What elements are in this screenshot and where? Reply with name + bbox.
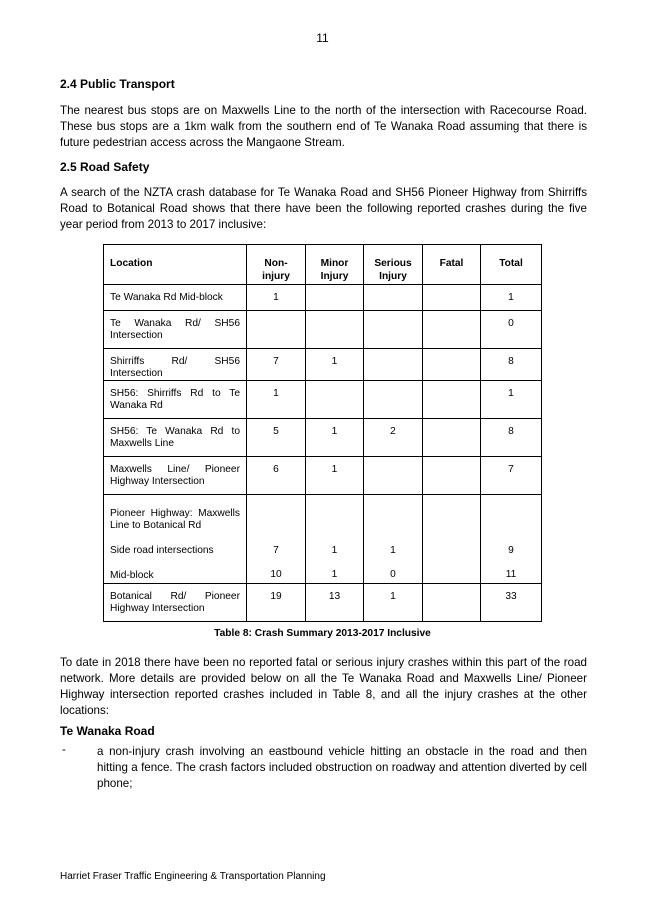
header-location: Location (104, 245, 247, 285)
table-row (104, 495, 542, 584)
cell-location: Te Wanaka Rd Mid-block (104, 285, 247, 311)
cell-fatal (423, 584, 481, 622)
cell-location: Maxwells Line/ Pioneer Highway Intersection (104, 457, 247, 495)
cell-total: 8 (481, 349, 542, 381)
cell-value: 9 (508, 545, 514, 556)
table-row (104, 311, 542, 349)
cell-total (481, 495, 542, 584)
cell-minor: 1 (306, 349, 364, 381)
cell-fatal (423, 311, 481, 349)
table-row (104, 584, 542, 622)
cell-serious (364, 457, 423, 495)
cell-location: Botanical Rd/ Pioneer Highway Intersection (104, 584, 247, 622)
table-header-row (104, 245, 542, 285)
cell-serious: 1 (364, 584, 423, 622)
table-row (104, 285, 542, 311)
header-minor-injury: Minor Injury (306, 245, 364, 285)
cell-non-injury: 5 (247, 419, 306, 457)
cell-value: 1 (331, 569, 338, 580)
cell-value: 7 (273, 545, 279, 556)
cell-value: 1 (390, 545, 396, 556)
cell-location: SH56: Te Wanaka Rd to Maxwells Line (104, 419, 247, 457)
table-row (104, 457, 542, 495)
cell-non-injury (247, 311, 306, 349)
cell-value: 1 (331, 545, 338, 556)
header-fatal: Fatal (423, 245, 481, 285)
cell-serious (364, 285, 423, 311)
cell-value: 11 (505, 569, 517, 580)
cell-sub-label: Mid-block (110, 570, 154, 581)
table-caption: Table 8: Crash Summary 2013-2017 Inclusive (214, 628, 431, 639)
cell-non-injury (247, 495, 306, 584)
cell-minor (306, 381, 364, 419)
cell-total: 33 (481, 584, 542, 622)
cell-value: 10 (270, 569, 282, 580)
cell-total: 7 (481, 457, 542, 495)
bullet-marker: - (62, 744, 66, 756)
cell-fatal (423, 495, 481, 584)
public-transport-paragraph: The nearest bus stops are on Maxwells Line to the north of the intersection with Racecourse Road. These bus stops are a 1km walk from the southern end of Te Wanaka Road assuming that there is future pedestrian access across the Mangaone Stream. (60, 104, 587, 149)
cell-non-injury: 19 (247, 584, 306, 622)
table-row (104, 381, 542, 419)
cell-fatal (423, 419, 481, 457)
cell-sub-label: Side road intersections (110, 545, 214, 556)
cell-serious (364, 381, 423, 419)
road-safety-paragraph: A search of the NZTA crash database for Te Wanaka Road and SH56 Pioneer Highway from Shirriffs Road to Botanical Road shows that there have been the following reported crashes during the five year period from 2013 to 2017 inclusive: (60, 186, 587, 231)
table-row (104, 419, 542, 457)
table-row (104, 349, 542, 381)
cell-total: 1 (481, 285, 542, 311)
cell-non-injury: 1 (247, 285, 306, 311)
cell-total: 0 (481, 311, 542, 349)
cell-non-injury: 7 (247, 349, 306, 381)
cell-location: Pioneer Highway: Maxwells Line to Botanical Rd (110, 508, 240, 531)
cell-total: 1 (481, 381, 542, 419)
cell-minor: 1 (306, 457, 364, 495)
cell-location: Shirriffs Rd/ SH56 Intersection (104, 349, 247, 381)
header-total: Total (481, 245, 542, 285)
cell-serious (364, 349, 423, 381)
bullet-text: a non-injury crash involving an eastbound vehicle hitting an obstacle in the road and then hitting a fence. The crash factors included obstruction on roadway and attention diverted by cell phone; (97, 745, 587, 790)
cell-location: SH56: Shirriffs Rd to Te Wanaka Rd (104, 381, 247, 419)
header-serious-injury: Serious Injury (364, 245, 423, 285)
cell-serious: 2 (364, 419, 423, 457)
cell-minor (306, 285, 364, 311)
cell-fatal (423, 349, 481, 381)
cell-fatal (423, 381, 481, 419)
cell-fatal (423, 285, 481, 311)
cell-value: 0 (390, 569, 396, 580)
cell-location: Te Wanaka Rd/ SH56 Intersection (104, 311, 247, 349)
cell-serious (364, 311, 423, 349)
header-non-injury: Non-injury (247, 245, 306, 285)
cell-fatal (423, 457, 481, 495)
cell-non-injury: 1 (247, 381, 306, 419)
cell-non-injury: 6 (247, 457, 306, 495)
cell-minor (306, 495, 364, 584)
cell-minor (306, 311, 364, 349)
section-heading-road-safety: 2.5 Road Safety (60, 160, 150, 174)
section-heading-te-wanaka-road: Te Wanaka Road (60, 724, 155, 738)
cell-minor: 1 (306, 419, 364, 457)
section-heading-public-transport: 2.4 Public Transport (60, 77, 175, 91)
cell-serious (364, 495, 423, 584)
paragraph-2018: To date in 2018 there have been no reported fatal or serious injury crashes within this part of the road network. More details are provided below on all the Te Wanaka Road and Maxwells Line/ Pioneer Highway intersection reported crashes included in Table 8, and all the injury crashes at the other locations: (60, 656, 587, 717)
page-footer: Harriet Fraser Traffic Engineering & Transportation Planning (60, 871, 326, 882)
cell-location-group (104, 495, 247, 584)
crash-summary-table (103, 244, 542, 622)
page-number: 11 (316, 31, 329, 45)
cell-total: 8 (481, 419, 542, 457)
cell-minor: 13 (306, 584, 364, 622)
